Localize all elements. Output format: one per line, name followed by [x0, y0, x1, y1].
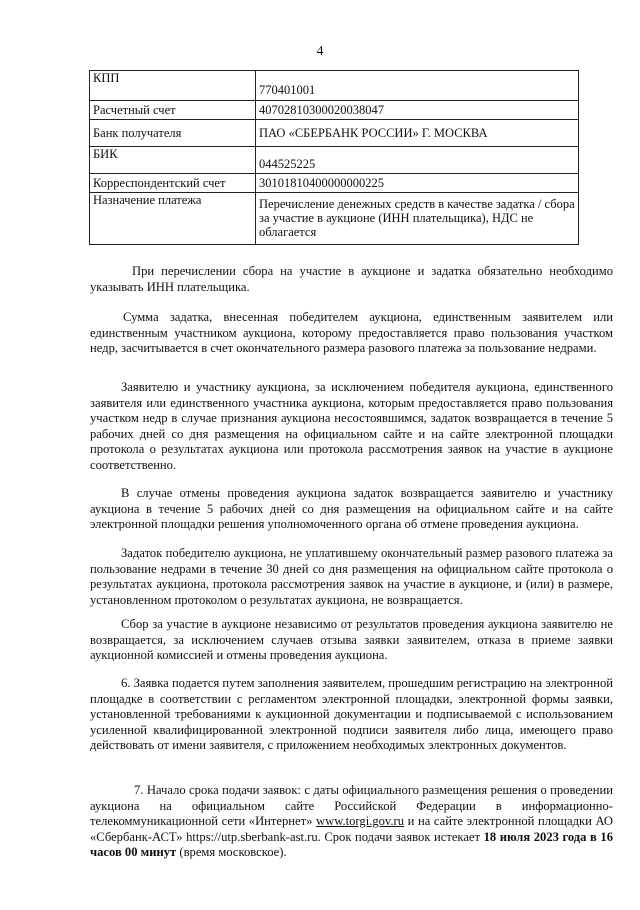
- table-row: [90, 147, 579, 174]
- paragraph-inn-notice: При перечислении сбора на участие в аукционе и задатка обязательно необходимо указывать ИНН плательщика.: [90, 264, 613, 294]
- table-row: [90, 120, 579, 147]
- deadline-text-3: (время московское).: [176, 845, 287, 860]
- requisite-value-text: 044525225: [259, 157, 316, 171]
- payment-requisites-table: [89, 70, 579, 245]
- requisite-value: [256, 147, 579, 174]
- requisite-label: БИК: [90, 147, 256, 174]
- paragraph-auction-cancel: В случае отмены проведения аукциона задаток возвращается заявителю и участнику аукциона в течение 5 рабочих дней со дня размещения на официальном сайте и на сайте электронной площадки решения уполномоченного органа об отмене проведения аукциона.: [90, 486, 613, 532]
- paragraph-6-application: 6. Заявка подается путем заполнения заявителем, прошедшим регистрацию на электронной площадке в соответствии с регламентом электронной площадки, электронной формы заявки, установленной требованиями к аукционной документации и подписываемой с использованием усиленной квалифицированной электронной подписи заявителя либо лица, имеющего право действовать от имени заявителя, с приложением необходимых электронных документов.: [90, 676, 613, 753]
- requisite-value-text: Перечисление денежных средств в качестве задатка / сбора за участие в аукционе (ИНН плательщика), НДС не облагается: [259, 197, 575, 239]
- requisite-value: [256, 193, 579, 245]
- requisite-value: ПАО «СБЕРБАНК РОССИИ» Г. МОСКВА: [256, 120, 579, 147]
- requisite-label: Банк получателя: [90, 120, 256, 147]
- deadline-date: 18 июля 2023 года в 16 часов 00 минут: [90, 829, 613, 860]
- table-row: [90, 101, 579, 120]
- requisite-label: Назначение платежа: [90, 193, 256, 245]
- requisite-value: 30101810400000000225: [256, 174, 579, 193]
- paragraph-fee-nonrefundable: Сбор за участие в аукционе независимо от результатов проведения аукциона заявителю не возвращается, за исключением случаев отзыва заявки заявителем, отказа в приеме заявки аукционной комиссией и отмены проведения аукциона.: [90, 617, 613, 663]
- requisite-label: Расчетный счет: [90, 101, 256, 120]
- requisite-label: Корреспондентский счет: [90, 174, 256, 193]
- table-row: [90, 174, 579, 193]
- paragraph-7-deadline: [90, 783, 613, 861]
- requisite-label: КПП: [90, 71, 256, 101]
- deadline-text-1: 7. Начало срока подачи заявок: с даты официального размещения решения о проведении аукциона на официальном сайте Российской Федерации в информационно-телекоммуникационной сети «Интернет»: [90, 783, 613, 829]
- requisite-value: 40702810300020038047: [256, 101, 579, 120]
- paragraph-winner-deposit: Задаток победителю аукциона, не уплатившему окончательный размер разового платежа за пользование недрами в течение 30 дней со дня размещения на официальном сайте протокола о результатах аукциона, протокола рассмотрения заявок на участие в аукционе, и (или) в размере, установленном протоколом о результатах аукциона, не возвращается.: [90, 546, 613, 607]
- paragraph-deposit-return: Заявителю и участнику аукциона, за исключением победителя аукциона, единственного заявителя или единственного участника аукциона, которым предоставляется право пользования участком недр в случае признания аукциона несостоявшимся, задаток возвращается в течение 5 рабочих дней со дня размещения на официальном сайте и на сайте электронной площадки протокола о результатах аукциона или протокола рассмотрения заявок на участие в аукционе соответственно.: [90, 380, 613, 472]
- table-row: [90, 193, 579, 245]
- deadline-text-2: и на сайте электронной площадки АО «Сбербанк-АСТ» https://utp.sberbank-ast.ru. Срок подачи заявок истекает: [90, 814, 613, 844]
- page-number: 4: [316, 44, 324, 59]
- torgi-link[interactable]: www.torgi.gov.ru: [316, 814, 405, 829]
- paragraph-deposit-credit: Сумма задатка, внесенная победителем аукциона, единственным заявителем или единственным участником аукциона, которому предоставляется право пользования участком недр, засчитывается в счет окончательного размера разового платежа за пользование недрами.: [90, 310, 613, 356]
- requisite-value-text: 770401001: [259, 83, 316, 97]
- requisite-value: [256, 71, 579, 101]
- table-row: [90, 71, 579, 101]
